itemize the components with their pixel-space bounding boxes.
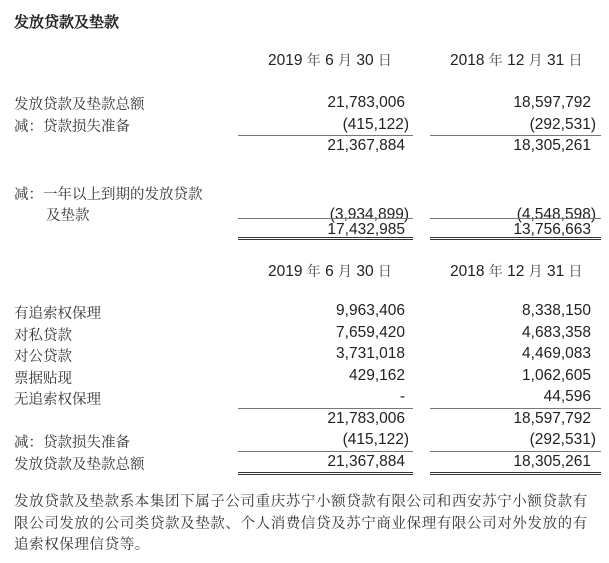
value-2018: 4,469,083 [522, 345, 591, 362]
value-2018: (292,531) [529, 116, 596, 133]
row-label: 对公贷款 [14, 349, 72, 365]
double-rule [238, 237, 413, 241]
column-header-2018: 2018 年 12 月 31 日 [450, 263, 583, 280]
value-2018: (292,531) [529, 431, 596, 448]
rule [430, 451, 601, 452]
rule [430, 218, 601, 219]
subtotal-2019: 21,783,006 [327, 410, 405, 427]
double-rule [238, 472, 413, 476]
row-label: 票据贴现 [14, 371, 72, 387]
rule [430, 408, 601, 409]
row-label: 发放贷款及垫款总额 [14, 457, 145, 473]
value-2019: 7,659,420 [336, 324, 405, 341]
value-2019: - [399, 388, 405, 405]
value-2019: 3,731,018 [336, 345, 405, 362]
value-2018: (4,548,598) [516, 206, 596, 223]
row-label: 减：贷款损失准备 [14, 119, 130, 135]
value-2018: 44,596 [543, 388, 591, 405]
row-label: 发放贷款及垫款总额 [14, 97, 145, 113]
column-header-2019: 2019 年 6 月 30 日 [268, 263, 392, 280]
net-2019: 21,367,884 [327, 453, 405, 470]
rule [430, 135, 601, 136]
rule [238, 408, 413, 409]
value-2019: (3,934,899) [329, 206, 409, 223]
value-2018: 8,338,150 [522, 302, 591, 319]
double-rule [430, 237, 601, 241]
column-header-2018: 2018 年 12 月 31 日 [450, 52, 583, 69]
value-2018: 18,305,261 [513, 137, 591, 154]
value-2019: 21,367,884 [327, 137, 405, 154]
value-2018: 1,062,605 [522, 367, 591, 384]
double-rule [430, 472, 601, 476]
value-2019: 429,162 [348, 367, 405, 384]
row-label: 无追索权保理 [14, 392, 101, 408]
section-title: 发放贷款及垫款 [14, 13, 120, 31]
row-label: 减：贷款损失准备 [14, 435, 130, 451]
value-2019: (415,122) [342, 431, 409, 448]
note-paragraph: 发放贷款及垫款系本集团下属子公司重庆苏宁小额贷款有限公司和西安苏宁小额贷款有限公司发放的公司类贷款及垫款、个人消费信贷及苏宁商业保理有限公司对外发放的有追索权保理信贷等。 [14, 494, 588, 553]
rule [238, 451, 413, 452]
row-label: 对私贷款 [14, 328, 72, 344]
value-2019: (415,122) [342, 116, 409, 133]
value-2019: 9,963,406 [336, 302, 405, 319]
value-2018: 18,597,792 [513, 94, 591, 111]
total-2018: 13,756,663 [513, 221, 591, 238]
value-2018: 4,683,358 [522, 324, 591, 341]
subtotal-2018: 18,597,792 [513, 410, 591, 427]
net-2018: 18,305,261 [513, 453, 591, 470]
row-label: 有追索权保理 [14, 306, 101, 322]
row-label: 减：一年以上到期的发放贷款 [14, 187, 203, 203]
row-label-cont: 及垫款 [46, 208, 90, 224]
total-2019: 17,432,985 [327, 221, 405, 238]
rule [238, 135, 413, 136]
value-2019: 21,783,006 [327, 94, 405, 111]
column-header-2019: 2019 年 6 月 30 日 [268, 52, 392, 69]
rule [238, 218, 413, 219]
